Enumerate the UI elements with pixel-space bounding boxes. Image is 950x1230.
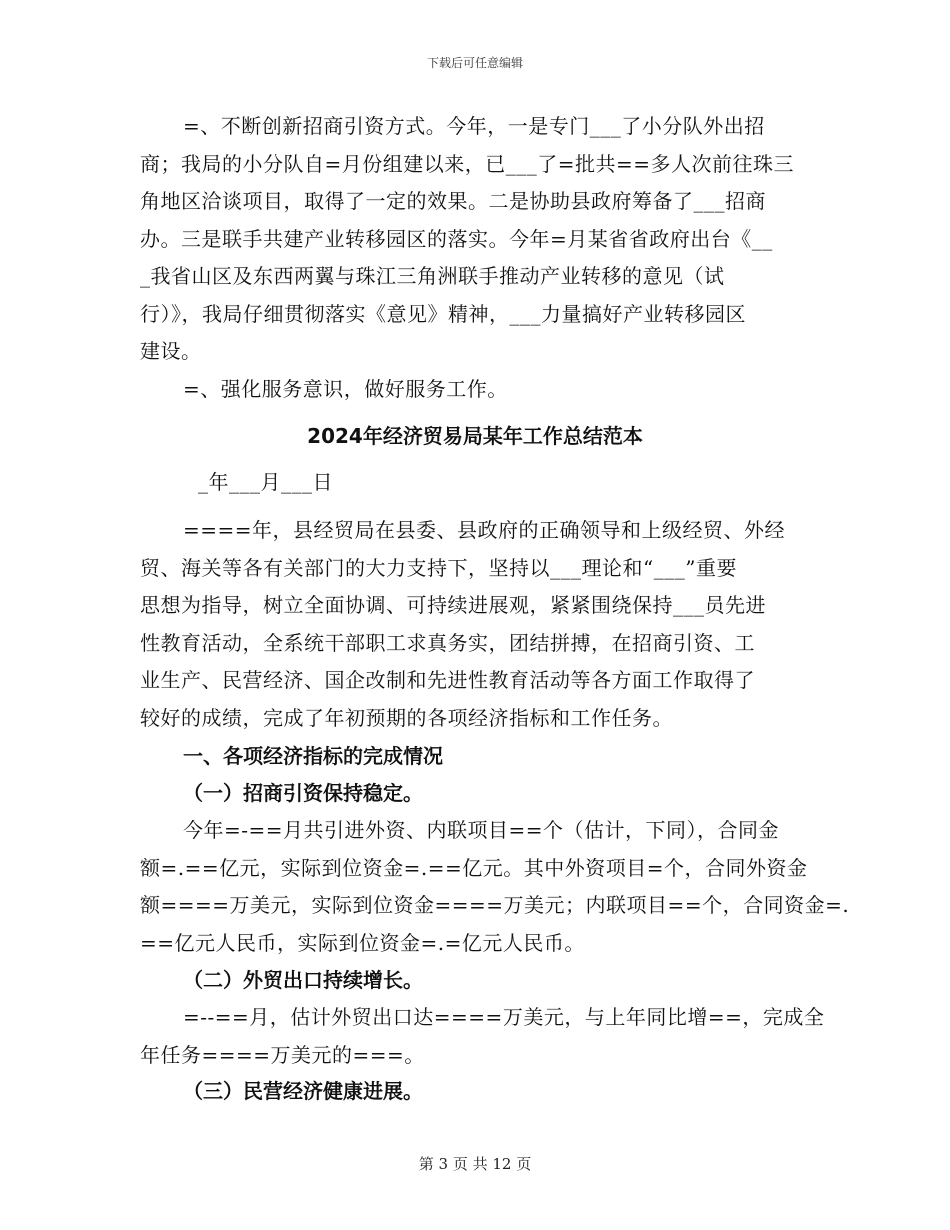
trade-paragraph (140, 999, 825, 1074)
paragraph-line: 额====万美元，实际到位资金====万美元；内联项目==个，合同资金=. (140, 893, 850, 917)
subheading-investment: （一）招商引资保持稳定。 (183, 781, 423, 805)
paragraph-line: _我省山区及东西两翼与珠江三角洲联手推动产业转移的意见（试 (140, 264, 725, 288)
paragraph-line: 较好的成绩，完成了年初预期的各项经济指标和工作任务。 (140, 705, 673, 730)
paragraph-line: 年任务====万美元的===。 (140, 1042, 425, 1067)
paragraph-line: 贸、海关等各有关部门的大力支持下，坚持以___理论和“___”重要 (140, 555, 737, 580)
section-heading-service: =、强化服务意识，做好服务工作。 (183, 376, 508, 401)
document-title: 2024年经济贸易局某年工作总结范本 (307, 424, 643, 448)
paragraph-line: 办。三是联手共建产业转移园区的落实。今年=月某省省政府出台《__ (140, 226, 773, 251)
page-header: 下载后可任意编辑 (426, 56, 523, 70)
paragraph-line: =--==月，估计外贸出口达====万美元，与上年同比增==，完成全 (183, 1005, 825, 1029)
paragraph-line: 额=.==亿元，实际到位资金=.==亿元。其中外资项目=个，合同外资金 (140, 855, 808, 880)
investment-paragraph (140, 812, 850, 962)
intro-paragraph (140, 512, 810, 737)
paragraph-line: 今年=-==月共引进外资、内联项目==个（估计，下同），合同金 (183, 818, 780, 842)
paragraph-line: 商；我局的小分队自=月份组建以来，已___了=批共==多人次前往珠三 (140, 151, 795, 176)
section-heading-1: 一、各项经济指标的完成情况 (183, 744, 443, 768)
paragraph-line: =、不断创新招商引资方式。今年，一是专门___了小分队外出招 (183, 114, 765, 138)
paragraph-line: 建设。 (140, 339, 202, 363)
paragraph-line: ====年，县经贸局在县委、县政府的正确领导和上级经贸、外经 (183, 518, 786, 542)
paragraph-line: 思想为指导，树立全面协调、可持续进展观，紧紧围绕保持___员先进 (140, 593, 766, 617)
previous-section-paragraph (140, 108, 810, 408)
date-line (140, 464, 810, 502)
paragraph-line: 角地区洽谈项目，取得了一定的效果。二是协助县政府筹备了___招商 (140, 189, 766, 213)
paragraph-line: 业生产、民营经济、国企改制和先进性教育活动等各方面工作取得了 (140, 668, 755, 692)
page-footer: 第 3 页 共 12 页 (418, 1155, 532, 1173)
date-text: _年___月___日 (198, 470, 333, 494)
paragraph-line: 性教育活动，全系统干部职工求真务实，团结拼搏，在招商引资、工 (140, 630, 755, 655)
subheading-private-economy: （三）民营经济健康进展。 (183, 1079, 423, 1103)
subheading-trade: （二）外贸出口持续增长。 (183, 968, 423, 992)
paragraph-line: 行）》，我局仔细贯彻落实《意见》精神，___力量搞好产业转移园区 (140, 301, 746, 326)
paragraph-line: ==亿元人民币，实际到位资金=.=亿元人民币。 (140, 930, 585, 955)
